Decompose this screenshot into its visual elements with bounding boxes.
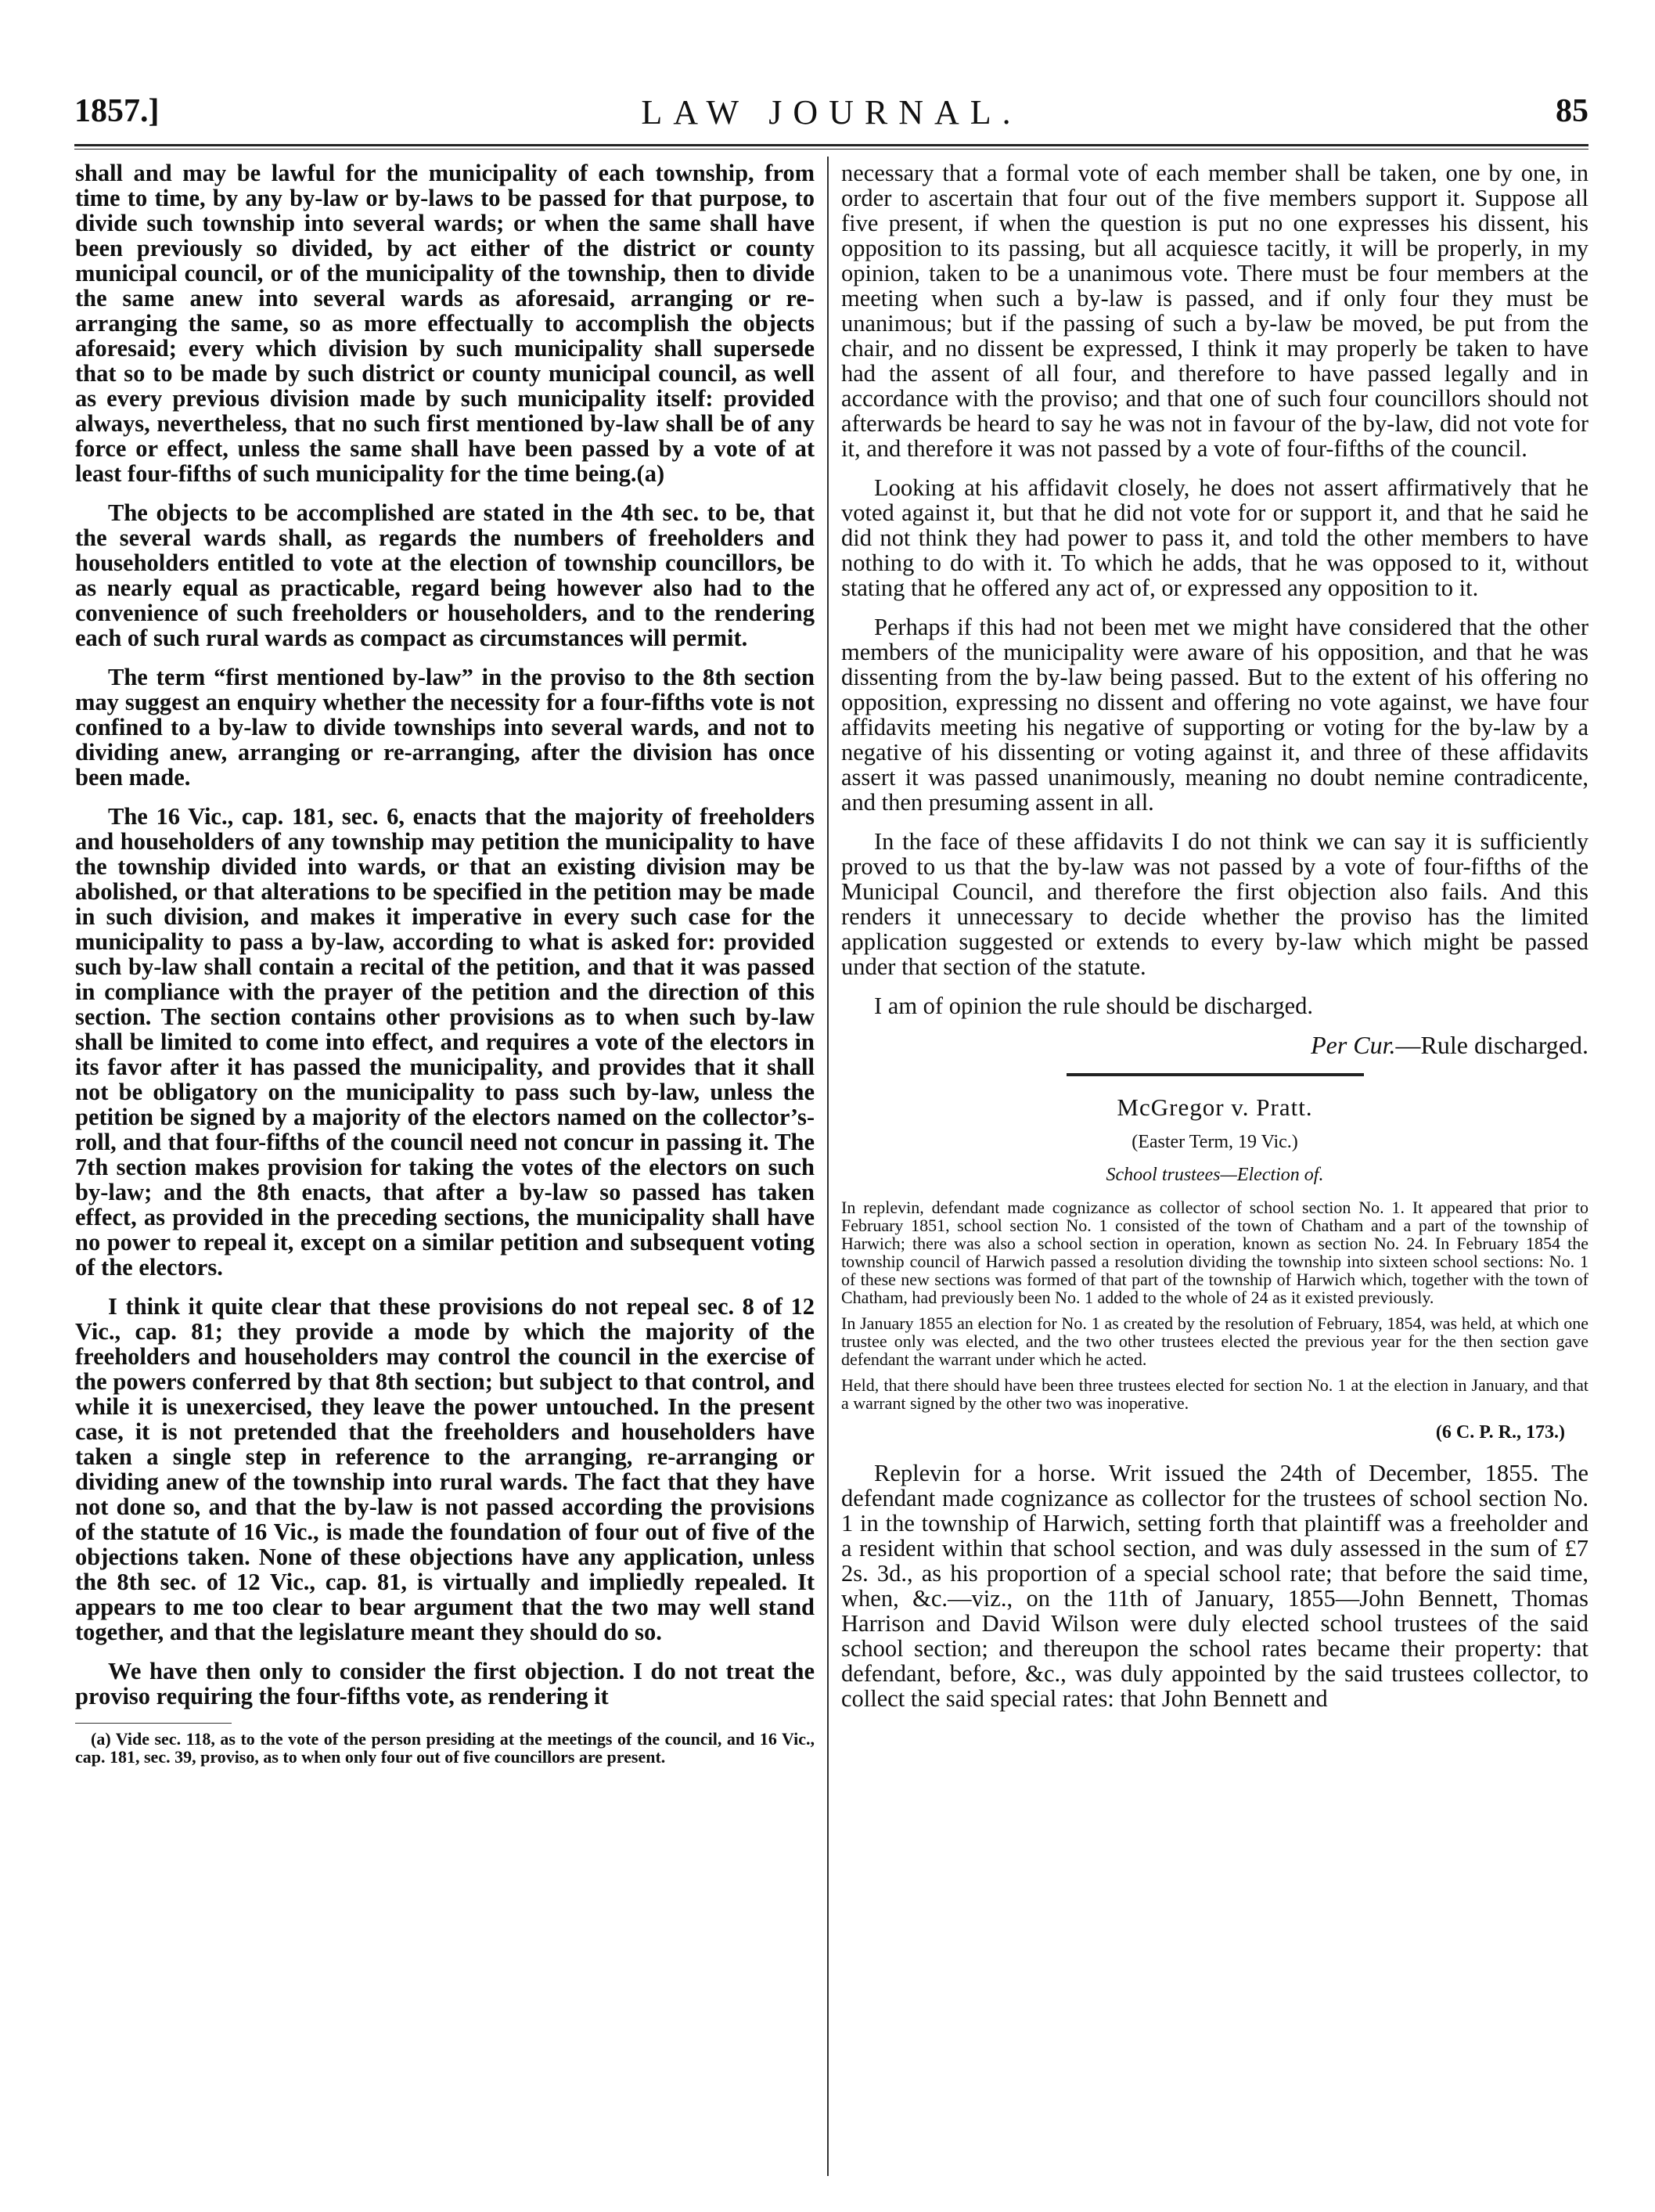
page-number: 85: [1556, 93, 1588, 129]
journal-title: LAW JOURNAL.: [641, 93, 1022, 131]
paragraph: I am of opinion the rule should be discharged.: [874, 993, 1314, 1019]
paragraph: We have then only to consider the first objection. I do not treat the proviso requiring the four-fifths vote, as rendering it: [75, 1658, 815, 1709]
case-separator-rule: [1067, 1073, 1364, 1076]
headnote: In replevin, defendant made cognizance as collector of school section No. 1. It appeared that prior to February 1851, school section No. 1 consisted of the town of Chatham and a part of the township of Harwich; there was also a school section in operation, known as section No. 24. In February 1854 the township council of Harwich passed a resolution dividing the township into sixteen school sections: No. 1 of these new sections was formed of that part of the township of Harwich which, together with the town of Chatham, had previously been No. 1 added to the whole of 24 as it existed previously.: [841, 1198, 1588, 1307]
paragraph: The 16 Vic., cap. 181, sec. 6, enacts that the majority of freeholders and householders of any township may petition the municipality to have the township divided into wards, or that an existing division may be abolished, or that alterations to be specified in the petition may be made in such division, and makes it imperative in every such case for the municipality to pass a by-law, according to what is asked for: provided such by-law shall contain a recital of the petition, and that it was passed in compliance with the prayer of the petition and the direction of this section. The section contains other provisions as to when such by-law shall be limited to come into effect, and requires a vote of the electors in its favor after it has passed the municipality, and provides that it shall not be obligatory on the municipality to pass such by-law, unless the petition be signed by a majority of the electors named on the collector’s-roll, and that four-fifths of the council need not concur in passing it. The 7th section makes provision for taking the votes of the electors on such by-law; and the 8th enacts, that after a by-law so passed has taken effect, as provided in the preceding sections, the municipality shall have no power to repeal it, except on a similar petition and subsequent voting of the electors.: [75, 803, 815, 1281]
rule-discharged: —Rule discharged.: [1395, 1031, 1588, 1059]
header-rule: [74, 144, 1588, 150]
judgment-signature: [841, 1032, 1588, 1057]
per-curiam: Per Cur.: [1311, 1031, 1396, 1059]
footnote: (a) Vide sec. 118, as to the vote of the person presiding at the meetings of the council, and 16 Vic., cap. 181, sec. 39, proviso, as to when only four out of five councillors are present.: [75, 1729, 815, 1767]
paragraph: shall and may be lawful for the municipality of each township, from time to time, by any by-law or by-laws to be passed for that purpose, to divide such township into several wards; or when the same shall have been previously so divided, by act either of the district or county municipal council, or of the municipality of the township, then to divide the same anew into several wards as aforesaid, arranging or re-arranging the same, so as more effectually to accomplish the objects aforesaid; every which division by such municipality shall supersede that so to be made by such district or county municipal council, as well as every previous division made by such municipality itself: provided always, nevertheless, that no such first mentioned by-law shall be of any force or effect, unless the same shall have been passed by a vote of at least four-fifths of such municipality for the time being.(a): [75, 160, 815, 487]
paragraph: Replevin for a horse. Writ issued the 24th of December, 1855. The defendant made cognizance as collector for the trustees of school section No. 1 in the township of Harwich, setting forth that plaintiff was a freeholder and a resident within that school section, and was duly assessed in the sum of £7 2s. 3d., as his proportion of a special school rate; that before the said time, when, &c.—viz., on the 11th of January, 1855—John Bennett, Thomas Harrison and David Wilson were duly elected school trustees of the said school section; and thereupon the school rates became their property: that defendant, before, &c., was duly appointed by the said trustees collector, to collect the said special rates: that John Bennett and: [841, 1460, 1588, 1712]
paragraph: The term “first mentioned by-law” in the proviso to the 8th section may suggest an enquiry whether the necessity for a four-fifths vote is not confined to a by-law to divide townships into several wards, and not to dividing anew, arranging or re-arranging, after the division has once been made.: [75, 664, 815, 791]
footnote-rule: [75, 1723, 232, 1724]
case-citation: (6 C. P. R., 173.): [1435, 1422, 1565, 1443]
paragraph: In the face of these affidavits I do not think we can say it is sufficiently proved to us that the by-law was not passed by a vote of four-fifths of the Municipal Council, and therefore the first objection also fails. And this renders it unnecessary to decide whether the proviso has the limited application suggested or extends to every by-law which might be passed under that section of the statute.: [841, 828, 1588, 980]
column-divider: [827, 157, 829, 2176]
page-header: [74, 92, 1588, 139]
paragraph: necessary that a formal vote of each member shall be taken, one by one, in order to ascertain that four out of the five members support it. Suppose all five present, if when the question is put no one expresses his dissent, his opposition to its passing, but all acquiesce tacitly, it will be properly, in my opinion, taken to be a unanimous vote. There must be four members at the meeting when such a by-law is passed, and if only four they must be unanimous; but if the passing of such a by-law be moved, be put from the chair, and no dissent be expressed, I think it may properly be taken to have had the assent of all four, and therefore to have passed legally and in accordance with the proviso; and that one of such four councillors should not afterwards be heard to say he was not in favour of the by-law, did not vote for it, and therefore it was not passed by a vote of four-fifths of the council.: [841, 160, 1588, 462]
headnote: Held, that there should have been three trustees elected for section No. 1 at the election in January, and that a warrant signed by the other two was inoperative.: [841, 1375, 1588, 1413]
case-subject: School trustees—Election of.: [1106, 1165, 1324, 1185]
case-title: McGregor v. Pratt.: [1117, 1093, 1313, 1121]
case-term: (Easter Term, 19 Vic.): [1132, 1132, 1298, 1152]
paragraph: The objects to be accomplished are stated in the 4th sec. to be, that the several wards shall, as regards the numbers of freeholders and householders entitled to vote at the election of township councillors, be as nearly equal as practicable, regard being however also had to the convenience of such freeholders or householders, and to the rendering each of such rural wards as compact as circumstances will permit.: [75, 499, 815, 651]
headnote: In January 1855 an election for No. 1 as created by the resolution of February, 1854, was held, at which one trustee only was elected, and the two other trustees elected the previous year for the then section gave defendant the warrant under which he acted.: [841, 1313, 1588, 1369]
paragraph: Looking at his affidavit closely, he does not assert affirmatively that he voted against it, but that he did not vote for or support it, and that he said he did not think they had power to pass it, and told the other members to have nothing to do with it. To which he adds, that he was opposed to it, without stating that he offered any act of, or expressed any opposition to it.: [841, 474, 1588, 601]
paragraph: I think it quite clear that these provisions do not repeal sec. 8 of 12 Vic., cap. 81; they provide a mode by which the majority of the freeholders and householders may control the council in the exercise of the powers conferred by that 8th section; but subject to that control, and while it is unexercised, they leave the power untouched. In the present case, it is not pretended that the freeholders and householders have taken a single step in reference to the arranging, re-arranging or dividing anew of the township into rural wards. The fact that they have not done so, and that the by-law is not passed according the provisions of the statute of 16 Vic., is made the foundation of four out of five of the objections taken. None of these objections have any application, unless the 8th sec. of 12 Vic., cap. 81, is virtually and impliedly repealed. It appears to me too clear to bear argument that the two may well stand together, and that the legislature meant they should do so.: [75, 1293, 815, 1645]
header-year: 1857.]: [74, 93, 160, 129]
right-column: [841, 160, 1588, 1725]
left-column: [75, 160, 815, 1766]
paragraph: Perhaps if this had not been met we might have considered that the other members of the municipality were aware of his opposition, and that he was dissenting from the by-law being passed. But to the extent of his offering no opposition, expressing no dissent and offering no vote against, we have four affidavits meeting his negative of supporting or voting for the by-law by a negative of his dissenting or voting against it, and three of these affidavits assert it was passed unanimously, meaning no doubt nemine contradicente, and then presuming assent in all.: [841, 614, 1588, 816]
